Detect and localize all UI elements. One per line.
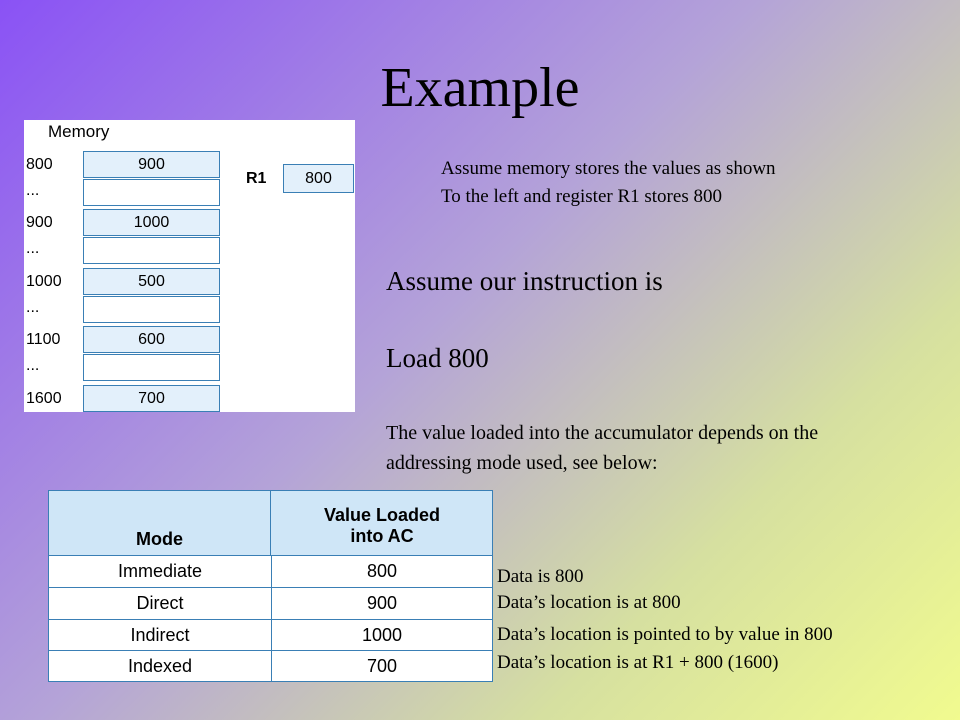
mode-cell: Indexed [49, 651, 272, 682]
header-value-line1: Value Loaded [323, 505, 441, 525]
mode-explanation-indexed: Data’s location is at R1 + 800 (1600) [497, 652, 779, 673]
header-value [272, 491, 492, 555]
slide-title: Example [380, 57, 580, 119]
memory-address: ... [26, 299, 40, 316]
instruction-heading: Assume our instruction is [386, 266, 663, 296]
memory-label: Memory [48, 122, 110, 141]
memory-cell: 500 [83, 268, 220, 295]
value-cell: 900 [366, 593, 398, 613]
explanation-line1: The value loaded into the accumulator depends on the [386, 422, 819, 444]
mode-cell: Direct [49, 588, 272, 619]
memory-note-line1: Assume memory stores the values as shown [441, 158, 776, 179]
memory-cell: 600 [83, 326, 220, 353]
table-row [49, 619, 492, 651]
explanation-line2: addressing mode used, see below: [386, 452, 658, 474]
memory-cell [83, 296, 220, 323]
memory-address: 1100 [26, 331, 61, 348]
memory-cell: 900 [83, 151, 220, 178]
mode-explanation-indirect: Data’s location is pointed to by value in 800 [497, 624, 833, 645]
memory-cell: 700 [83, 385, 220, 412]
register-label: R1 [246, 170, 267, 187]
memory-note-line2: To the left and register R1 stores 800 [441, 186, 722, 207]
value-cell: 700 [366, 656, 398, 676]
memory-address: ... [26, 182, 40, 199]
table-row [49, 650, 492, 682]
memory-address: 800 [26, 156, 53, 173]
addressing-mode-table [48, 490, 493, 682]
value-cell: 800 [366, 561, 398, 581]
memory-address: 900 [26, 214, 53, 231]
header-value-line2: into AC [350, 526, 414, 546]
mode-explanation-direct: Data’s location is at 800 [497, 592, 681, 613]
table-row [49, 587, 492, 619]
table-header-row [49, 491, 492, 555]
memory-address: ... [26, 240, 40, 257]
memory-address: ... [26, 357, 40, 374]
mode-cell: Immediate [49, 556, 272, 587]
register-value: 800 [283, 164, 354, 193]
mode-explanation-immediate: Data is 800 [497, 566, 584, 587]
memory-address: 1600 [26, 390, 62, 407]
mode-cell: Indirect [49, 620, 272, 651]
instruction-text: Load 800 [386, 343, 489, 373]
memory-cell [83, 179, 220, 206]
memory-cell [83, 237, 220, 264]
memory-cell [83, 354, 220, 381]
table-row [49, 555, 492, 587]
memory-diagram [24, 120, 355, 412]
header-mode: Mode [49, 491, 271, 555]
value-cell: 1000 [361, 625, 403, 645]
memory-cell: 1000 [83, 209, 220, 236]
memory-address: 1000 [26, 273, 62, 290]
